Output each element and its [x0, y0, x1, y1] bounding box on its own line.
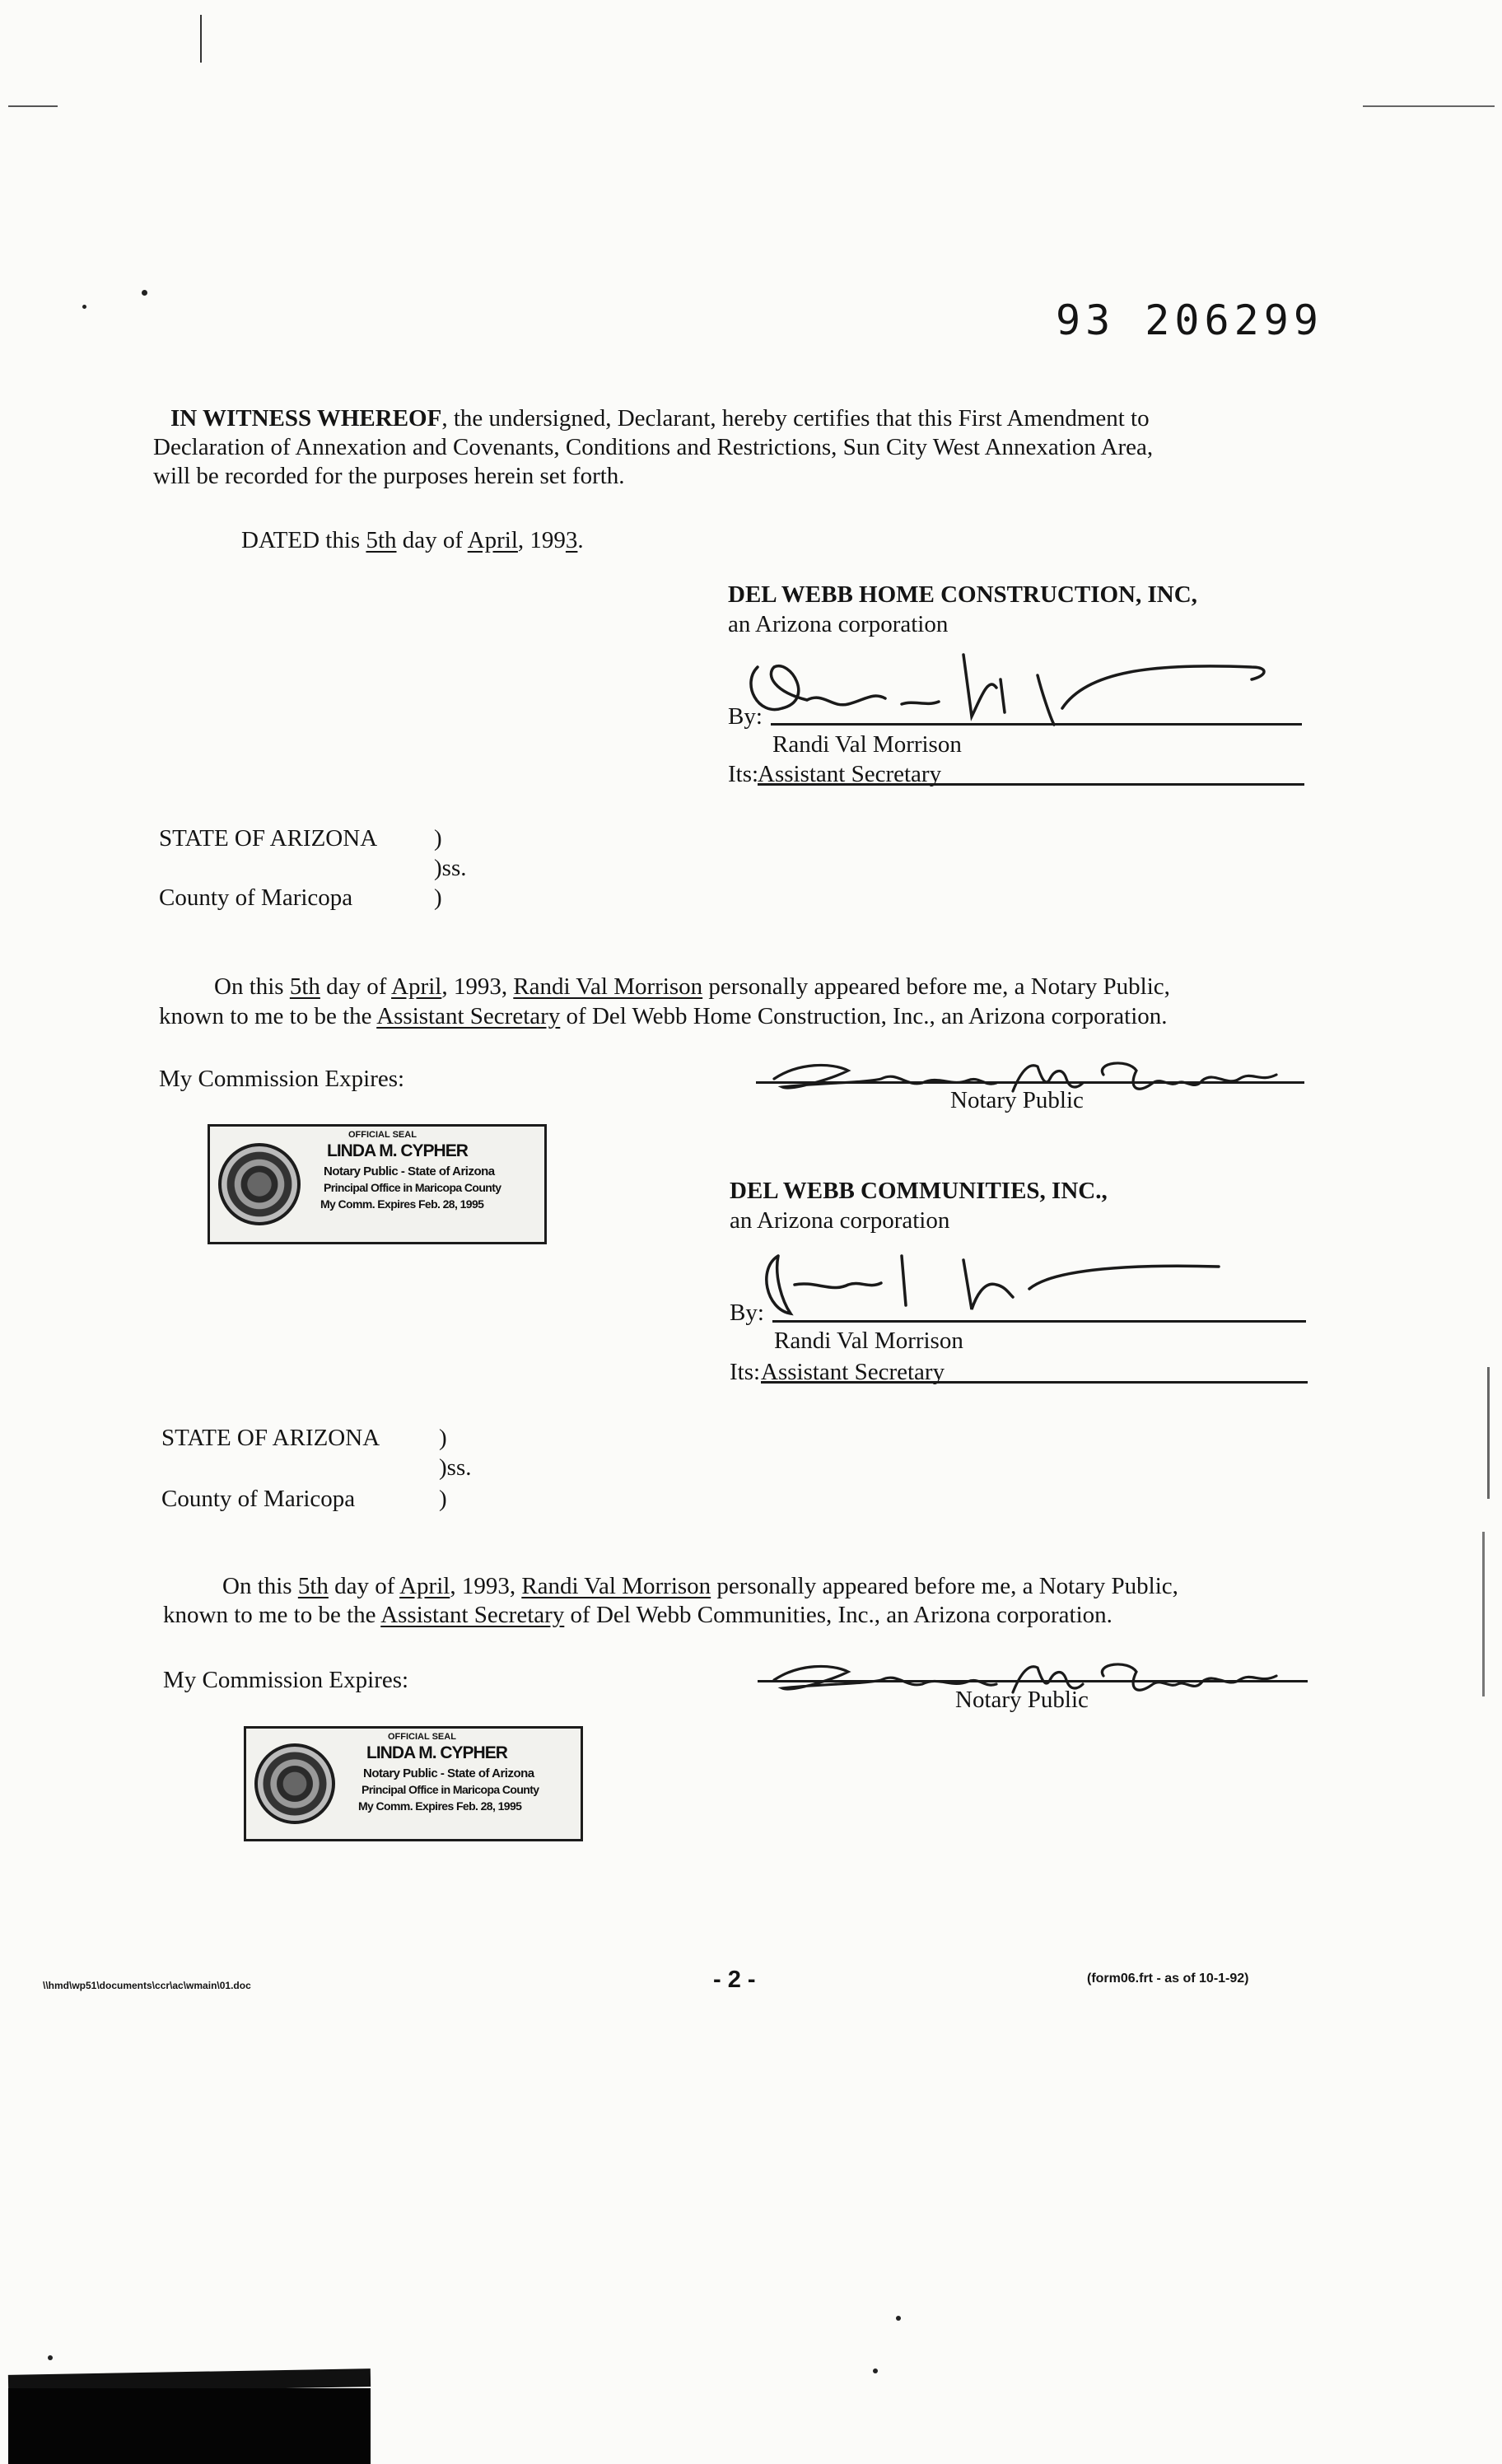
party2-title: Assistant Secretary [761, 1359, 945, 1385]
ack1-county: County of Maricopa [159, 884, 353, 911]
witness-line-2: Declaration of Annexation and Covenants, Conditions and Restrictions, Sun City West Annexation Area, [153, 434, 1154, 460]
ack1-state: STATE OF ARIZONA [159, 825, 378, 852]
party1-title: Assistant Secretary [758, 761, 942, 787]
party2-its-label: Its: [730, 1359, 761, 1385]
document-number: 93 206299 [1056, 296, 1323, 344]
ack2-line-2: known to me to be the Assistant Secretary of Del Webb Communities, Inc., an Arizona corporation. [163, 1602, 1113, 1628]
page-number: - 2 - [713, 1967, 756, 1993]
ack1-notary-line [756, 1081, 1304, 1084]
party2-by-label: By: [730, 1300, 764, 1326]
dated-line: DATED this 5th day of April, 1993. [241, 527, 584, 553]
party2-type: an Arizona corporation [730, 1207, 950, 1234]
party1-by-label: By: [728, 703, 763, 730]
ack2-paren2: ) [439, 1486, 447, 1512]
dated-month: April [467, 527, 518, 553]
ack2-notary-line [758, 1680, 1308, 1682]
party1-signer: Randi Val Morrison [772, 731, 962, 758]
ack1-ss: )ss. [434, 855, 467, 881]
ack1-paren2: ) [434, 884, 442, 911]
ack2-paren1: ) [439, 1425, 447, 1451]
ack2-ss: )ss. [439, 1454, 472, 1481]
party2-signature-line [772, 1320, 1306, 1323]
party1-type: an Arizona corporation [728, 611, 949, 637]
ack2-county: County of Maricopa [161, 1486, 356, 1512]
witness-line-1: IN WITNESS WHEREOF, the undersigned, Declarant, hereby certifies that this First Amendment to [170, 405, 1150, 432]
party1-title-line [758, 783, 1304, 786]
ack1-notary-label: Notary Public [950, 1087, 1084, 1113]
witness-line-3: will be recorded for the purposes herein set forth. [153, 463, 625, 489]
ack2-notary-label: Notary Public [955, 1687, 1089, 1713]
seal-emblem-icon [218, 1143, 301, 1225]
party2-name: DEL WEBB COMMUNITIES, INC., [730, 1178, 1108, 1204]
party2-title-line [761, 1381, 1308, 1384]
party1-its-label: Its: [728, 761, 759, 787]
ack2-state: STATE OF ARIZONA [161, 1425, 380, 1451]
party2-signature [725, 1235, 1268, 1326]
ack2-line-1: On this 5th day of April, 1993, Randi Val Morrison personally appeared before me, a Notary Public, [222, 1573, 1178, 1599]
party1-name: DEL WEBB HOME CONSTRUCTION, INC, [728, 581, 1197, 608]
witness-lead: IN WITNESS WHEREOF [170, 405, 442, 432]
notary-seal-2: OFFICIAL SEAL LINDA M. CYPHER Notary Public - State of Arizona Principal Office in Maricopa County My Comm. Expires Feb. 28, 1995 [244, 1726, 583, 1841]
dated-day: 5th [366, 527, 397, 553]
seal-emblem-icon [254, 1743, 335, 1824]
party2-signer: Randi Val Morrison [774, 1328, 963, 1354]
ack1-line-1: On this 5th day of April, 1993, Randi Val Morrison personally appeared before me, a Notary Public, [214, 973, 1170, 1000]
footer-form-id: (form06.frt - as of 10-1-92) [1087, 1972, 1249, 1986]
party1-signature-line [771, 723, 1302, 726]
party1-signature [725, 642, 1301, 733]
ack2-commission: My Commission Expires: [163, 1667, 409, 1693]
notary-seal-1: OFFICIAL SEAL LINDA M. CYPHER Notary Public - State of Arizona Principal Office in Maricopa County My Comm. Expires Feb. 28, 1995 [208, 1124, 547, 1244]
ack1-paren1: ) [434, 825, 442, 852]
ack1-commission: My Commission Expires: [159, 1066, 405, 1092]
footer-file-path: \\hmd\wp51\documents\ccr\ac\wmain\01.doc [43, 1980, 251, 1991]
ack1-line-2: known to me to be the Assistant Secretary of Del Webb Home Construction, Inc., an Arizona corporation. [159, 1003, 1168, 1029]
